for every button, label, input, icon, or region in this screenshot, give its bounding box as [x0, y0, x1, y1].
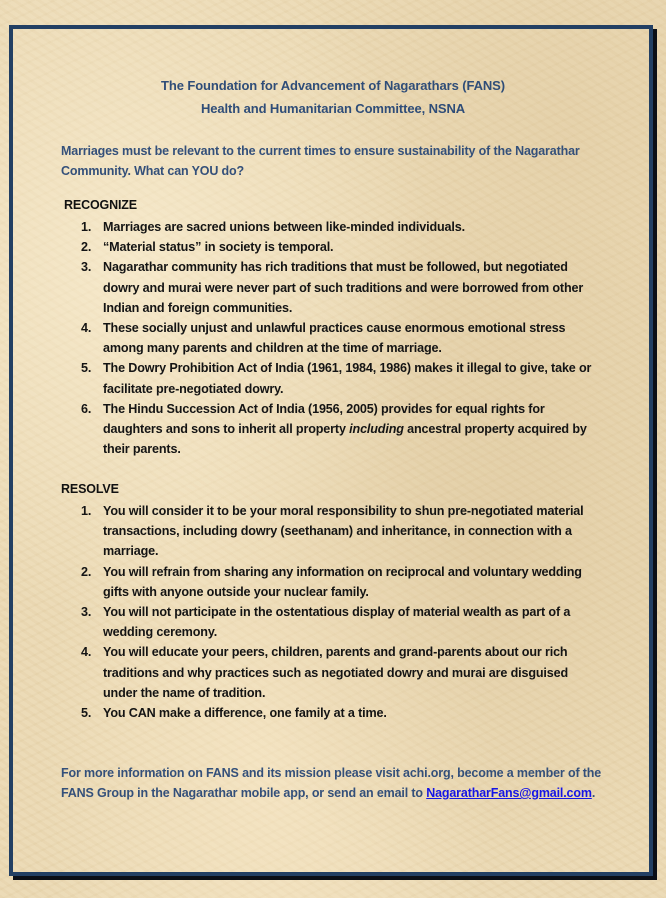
- item-number: 2.: [81, 240, 92, 255]
- item-text: These socially unjust and unlawful practices cause enormous emotional stress among many parents and children at the time of marriage.: [103, 321, 566, 356]
- recognize-list: [0, 217, 603, 459]
- item-text-before: The Hindu Succession Act of India (1956, 2005) provides for equal rights for daughters and sons to inherit all property: [103, 401, 545, 437]
- item-number: 3.: [81, 605, 92, 620]
- item-number: 5.: [81, 706, 92, 721]
- item-number: 2.: [81, 564, 92, 579]
- footer-text: For more information on FANS and its mission please visit achi.org, become a member of the FANS Group in the Nagarathar mobile app, or send an email to: [61, 766, 602, 800]
- recognize-item: [0, 237, 603, 257]
- resolve-item: [0, 703, 603, 723]
- resolve-list: [0, 501, 603, 723]
- item-text-after: ancestral property acquired by their parents.: [103, 422, 587, 457]
- item-number: 1.: [81, 220, 92, 234]
- email-link[interactable]: NagaratharFans@gmail.com: [426, 786, 592, 800]
- resolve-item: [0, 562, 603, 602]
- resolve-item: [0, 602, 603, 642]
- resolve-item: [0, 642, 603, 703]
- recognize-item: [0, 399, 603, 460]
- title-line-1: The Foundation for Advancement of Nagarathars (FANS): [161, 78, 505, 93]
- recognize-item: [0, 318, 603, 358]
- item-text: You will refrain from sharing any information on reciprocal and voluntary wedding gifts with anyone outside your nuclear family.: [103, 564, 582, 599]
- item-number: 4.: [81, 321, 92, 336]
- item-text: The Dowry Prohibition Act of India (1961, 1984, 1986) makes it illegal to give, take or facilitate pre-negotiated dowry.: [103, 361, 592, 396]
- item-number: 3.: [81, 260, 92, 275]
- footer-end: .: [591, 786, 596, 800]
- recognize-item: [0, 257, 603, 318]
- recognize-item: [0, 217, 603, 237]
- recognize-item: [0, 358, 603, 398]
- item-number: 1.: [81, 504, 92, 518]
- resolve-heading: RESOLVE: [61, 482, 119, 496]
- item-number: 6.: [81, 401, 92, 416]
- item-text: You will consider it to be your moral responsibility to shun pre-negotiated material transactions, including dowry (seethanam) and inheritance, in connection with a marriage.: [103, 504, 584, 559]
- item-text: “Material status” in society is temporal.: [103, 240, 334, 255]
- item-text: Marriages are sacred unions between like-minded individuals.: [103, 220, 465, 234]
- item-text: You CAN make a difference, one family at a time.: [103, 706, 387, 721]
- item-number: 5.: [81, 361, 92, 376]
- item-number: 4.: [81, 645, 92, 660]
- recognize-heading: RECOGNIZE: [64, 198, 137, 212]
- item-text: Nagarathar community has rich traditions that must be followed, but negotiated dowry and murai were never part of such traditions and were borrowed from other Indian and foreign communities.: [103, 260, 584, 315]
- item-text: You will not participate in the ostentatious display of material wealth as part of a wedding ceremony.: [103, 605, 571, 640]
- item-text: You will educate your peers, children, parents and grand-parents about our rich traditions and why practices such as negotiated dowry and murai are disguised under the name of tradition.: [103, 645, 569, 700]
- footer-paragraph: [61, 763, 606, 803]
- intro-paragraph: Marriages must be relevant to the current times to ensure sustainability of the Nagarathar Community. What can YOU do?: [61, 144, 580, 178]
- item-text-italic: including: [349, 422, 404, 437]
- title-line-2: Health and Humanitarian Committee, NSNA: [200, 101, 466, 116]
- resolve-item: [0, 501, 603, 562]
